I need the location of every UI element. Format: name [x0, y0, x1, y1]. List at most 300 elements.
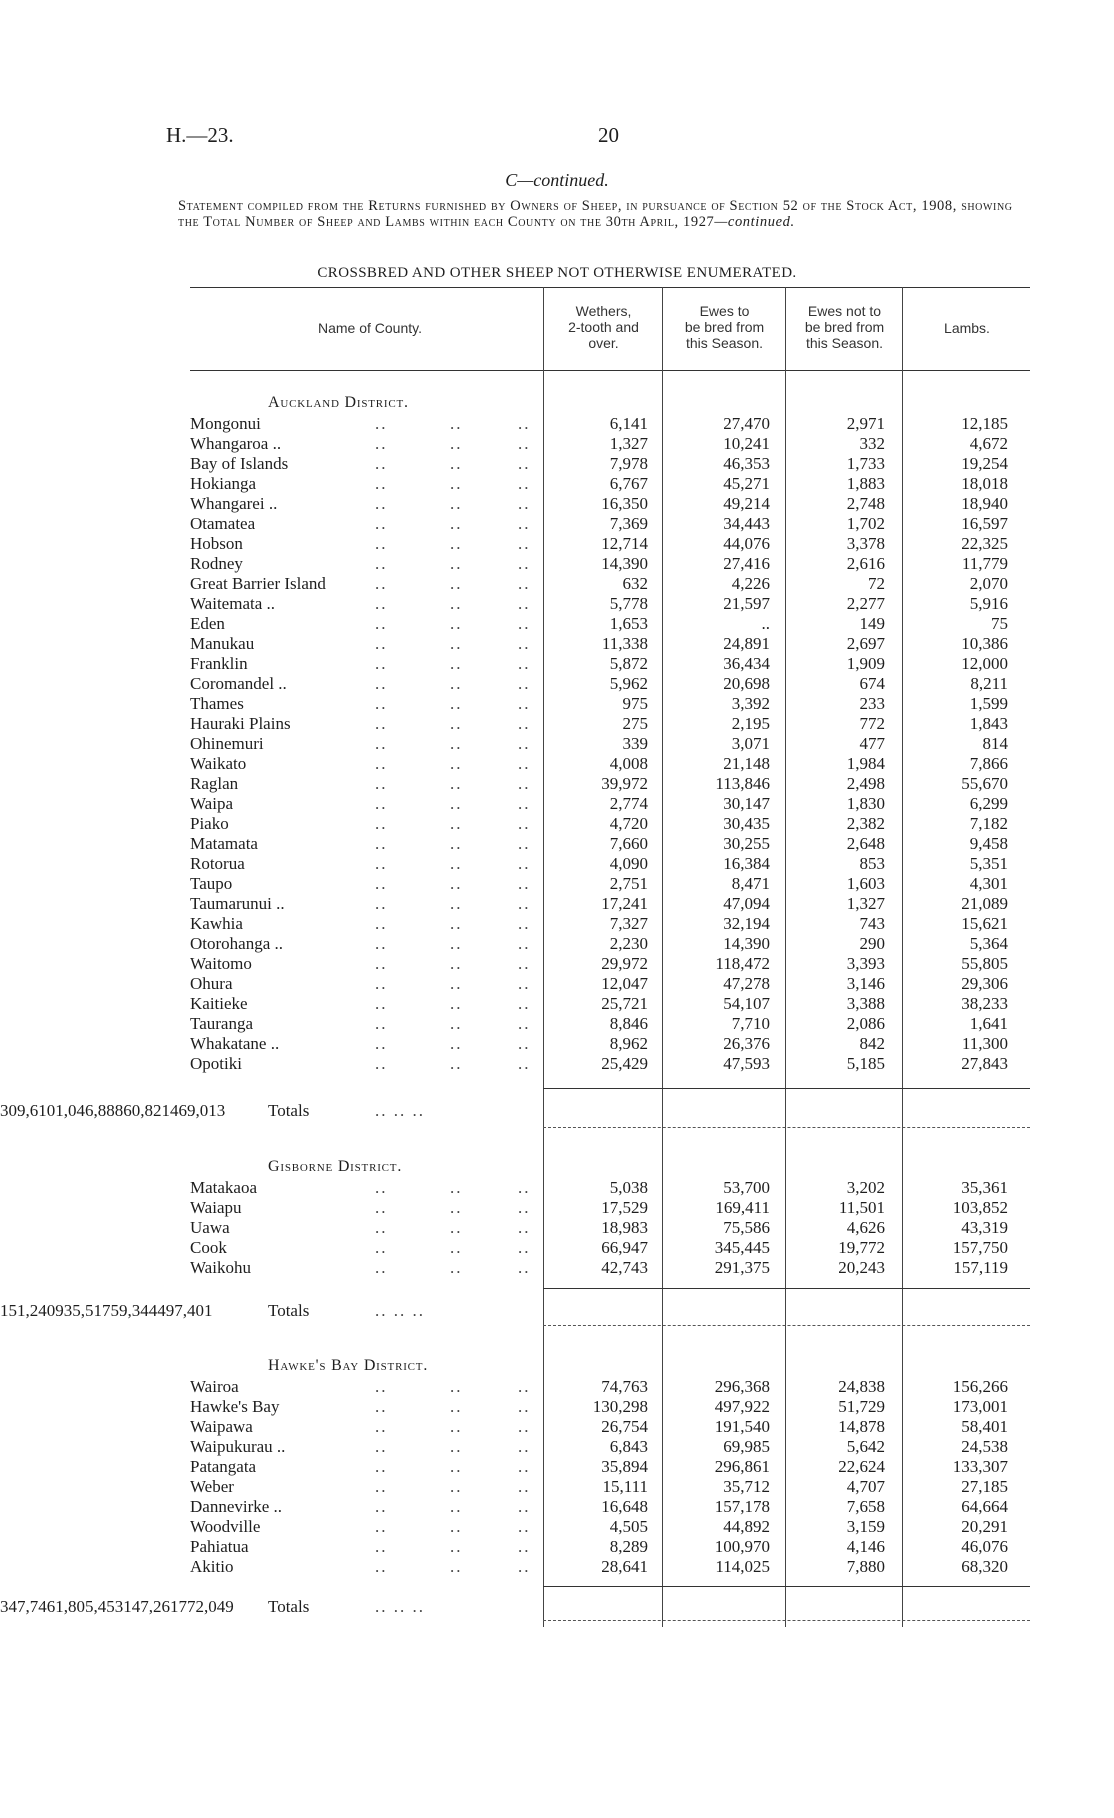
cell-value: 11,338 [601, 634, 648, 653]
county-name: Kaitieke [190, 994, 248, 1013]
totals-value: 935,517 [55, 1301, 111, 1320]
county-name: Whangarei .. [190, 494, 278, 513]
cell-value: 17,241 [601, 894, 648, 913]
cell-value: 27,185 [961, 1477, 1008, 1496]
cell-value: 1,909 [846, 654, 885, 673]
cell-value: 46,076 [961, 1537, 1008, 1556]
cell-value: 157,750 [952, 1238, 1008, 1257]
cell-value: 35,712 [723, 1477, 770, 1496]
cell-value: 7,182 [969, 814, 1008, 833]
county-name: Great Barrier Island [190, 574, 326, 593]
county-name: Hobson [190, 534, 243, 553]
cell-value: 103,852 [952, 1198, 1008, 1217]
table-top-rule [190, 287, 1030, 288]
cell-value: 6,299 [969, 794, 1008, 813]
county-name: Raglan [190, 774, 239, 793]
cell-value: 7,710 [731, 1014, 770, 1033]
cell-value: 169,411 [715, 1198, 770, 1217]
table-row: Waitemata .. .. .. .. 5,778 21,597 2,277 5,916 [190, 594, 1008, 613]
cell-value: 2,230 [609, 934, 648, 953]
cell-value: 47,094 [723, 894, 770, 913]
totals-value: 151,240 [0, 1301, 56, 1320]
county-name: Woodville [190, 1517, 261, 1536]
leader-dots: .. .. .. [375, 1301, 425, 1320]
cell-value: 1,843 [969, 714, 1008, 733]
cell-value: 290 [859, 934, 885, 953]
cell-value: 291,375 [714, 1258, 770, 1277]
cell-value: 7,327 [609, 914, 648, 933]
cell-value: 16,648 [601, 1497, 648, 1516]
table-row: Matakaoa .. .. .. 5,038 53,700 3,202 35,361 [190, 1178, 1008, 1197]
cell-value: .. [761, 614, 770, 633]
cell-value: 66,947 [601, 1238, 648, 1257]
cell-value: 4,505 [609, 1517, 648, 1536]
cell-value: 19,772 [838, 1238, 885, 1257]
cell-value: 2,070 [969, 574, 1008, 593]
table-row: Hauraki Plains .. .. .. 275 2,195 772 1,843 [190, 714, 1008, 733]
county-name: Piako [190, 814, 229, 833]
cell-value: 2,697 [846, 634, 885, 653]
cell-value: 75 [991, 614, 1008, 633]
cell-value: 4,626 [846, 1218, 885, 1237]
cell-value: 69,985 [723, 1437, 770, 1456]
cell-value: 339 [622, 734, 648, 753]
county-name: Matakaoa [190, 1178, 258, 1197]
cell-value: 75,586 [723, 1218, 770, 1237]
cell-value: 16,597 [961, 514, 1008, 533]
cell-value: 3,392 [731, 694, 770, 713]
cell-value: 14,390 [723, 934, 770, 953]
cell-value: 4,707 [846, 1477, 885, 1496]
table-row: Patangata .. .. .. 35,894 296,861 22,624 133,307 [190, 1457, 1008, 1476]
cell-value: 1,653 [609, 614, 648, 633]
cell-value: 345,445 [714, 1238, 770, 1257]
cell-value: 3,159 [846, 1517, 885, 1536]
table-row: Tauranga .. .. .. 8,846 7,710 2,086 1,641 [190, 1014, 1008, 1033]
header-bottom-rule [190, 370, 1030, 371]
page-number: 20 [598, 123, 619, 147]
header-wethers-line-1: Wethers, [575, 303, 632, 319]
county-name: Hawke's Bay [190, 1397, 280, 1416]
cell-value: 4,146 [846, 1537, 885, 1556]
cell-value: 2,086 [846, 1014, 885, 1033]
cell-value: 332 [859, 434, 885, 453]
table-row: Pahiatua .. .. .. 8,289 100,970 4,146 46,076 [190, 1537, 1008, 1556]
county-name: Waiapu [190, 1198, 242, 1217]
cell-value: 24,538 [961, 1437, 1008, 1456]
totals-value: 772,049 [178, 1597, 234, 1616]
table-row: Otorohanga .. .. .. .. 2,230 14,390 290 5,364 [190, 934, 1008, 953]
leader-dots: .. .. .. [375, 1101, 425, 1120]
cell-value: 8,846 [609, 1014, 648, 1033]
totals-rule [543, 1088, 1030, 1089]
cell-value: 4,090 [609, 854, 648, 873]
cell-value: 7,369 [609, 514, 648, 533]
header-ewes-not-line-1: Ewes not to [807, 303, 882, 319]
cell-value: 5,351 [969, 854, 1008, 873]
cell-value: 2,774 [609, 794, 648, 813]
header-lambs: Lambs. [944, 320, 990, 336]
cell-value: 2,748 [846, 494, 885, 513]
cell-value: 1,327 [846, 894, 885, 913]
table-row: Uawa .. .. .. 18,983 75,586 4,626 43,319 [190, 1218, 1008, 1237]
cell-value: 18,018 [961, 474, 1008, 493]
county-name: Waikohu [190, 1258, 251, 1277]
cell-value: 39,972 [601, 774, 648, 793]
document-reference: H.—23. [166, 123, 234, 147]
totals-value: 309,610 [0, 1101, 56, 1120]
table-row: Hokianga .. .. .. 6,767 45,271 1,883 18,018 [190, 474, 1008, 493]
totals-row [0, 1301, 1114, 1323]
cell-value: 173,001 [952, 1397, 1008, 1416]
cell-value: 149 [859, 614, 885, 633]
table-row: Akitio .. .. .. 28,641 114,025 7,880 68,320 [190, 1557, 1008, 1576]
cell-value: 10,241 [723, 434, 770, 453]
cell-value: 2,971 [846, 414, 885, 433]
county-name: Rodney [190, 554, 243, 573]
county-name: Ohinemuri [190, 734, 264, 753]
cell-value: 3,202 [846, 1178, 885, 1197]
cell-value: 772 [859, 714, 885, 733]
cell-value: 6,141 [609, 414, 648, 433]
table-row: Matamata .. .. .. 7,660 30,255 2,648 9,458 [190, 834, 1008, 853]
table-row: Kaitieke .. .. .. 25,721 54,107 3,388 38,233 [190, 994, 1008, 1013]
cell-value: 4,226 [731, 574, 770, 593]
county-name: Bay of Islands [190, 454, 289, 473]
county-name: Eden [190, 614, 225, 633]
header-ewes-not-line-3: this Season. [805, 335, 884, 351]
table-row: Hobson .. .. .. 12,714 44,076 3,378 22,325 [190, 534, 1008, 553]
totals-label: Totals [268, 1101, 310, 1120]
cell-value: 18,983 [601, 1218, 648, 1237]
cell-value: 18,940 [961, 494, 1008, 513]
cell-value: 47,593 [723, 1054, 770, 1073]
cell-value: 32,194 [723, 914, 770, 933]
county-name: Franklin [190, 654, 248, 673]
cell-value: 72 [868, 574, 885, 593]
county-name: Manukau [190, 634, 255, 653]
header-wethers-line-2: 2-tooth and [568, 319, 639, 335]
cell-value: 3,071 [731, 734, 770, 753]
cell-value: 743 [859, 914, 885, 933]
cell-value: 6,843 [609, 1437, 648, 1456]
cell-value: 1,641 [969, 1014, 1008, 1033]
cell-value: 2,382 [846, 814, 885, 833]
county-name: Wairoa [190, 1377, 239, 1396]
county-name: Waipukurau .. [190, 1437, 286, 1456]
cell-value: 1,702 [846, 514, 885, 533]
table-row: Waikato .. .. .. 4,008 21,148 1,984 7,866 [190, 754, 1008, 773]
cell-value: 497,922 [714, 1397, 770, 1416]
totals-value: 60,821 [123, 1101, 170, 1120]
statement-title [178, 198, 1038, 230]
cell-value: 12,185 [961, 414, 1008, 433]
table-row: Waipawa .. .. .. 26,754 191,540 14,878 58,401 [190, 1417, 1008, 1436]
table-row: Wairoa .. .. .. 74,763 296,368 24,838 156,266 [190, 1377, 1008, 1396]
county-name: Patangata [190, 1457, 257, 1476]
cell-value: 35,361 [961, 1178, 1008, 1197]
county-name: Taumarunui .. [190, 894, 285, 913]
table-row: Raglan .. .. .. 39,972 113,846 2,498 55,670 [190, 774, 1008, 793]
cell-value: 133,307 [952, 1457, 1008, 1476]
cell-value: 25,429 [601, 1054, 648, 1073]
county-name: Ohura [190, 974, 233, 993]
cell-value: 1,327 [609, 434, 648, 453]
cell-value: 296,368 [714, 1377, 770, 1396]
county-name: Coromandel .. [190, 674, 287, 693]
cell-value: 4,301 [969, 874, 1008, 893]
table-row: Waikohu .. .. .. 42,743 291,375 20,243 157,119 [190, 1258, 1008, 1277]
table-row: Taumarunui .. .. .. .. 17,241 47,094 1,327 21,089 [190, 894, 1008, 913]
cell-value: 5,778 [609, 594, 648, 613]
cell-value: 53,700 [723, 1178, 770, 1197]
cell-value: 44,892 [723, 1517, 770, 1536]
cell-value: 632 [622, 574, 648, 593]
cell-value: 814 [982, 734, 1008, 753]
totals-value: 59,344 [110, 1301, 158, 1320]
cell-value: 2,195 [731, 714, 770, 733]
cell-value: 21,148 [723, 754, 770, 773]
cell-value: 74,763 [601, 1377, 648, 1396]
cell-value: 296,861 [714, 1457, 770, 1476]
cell-value: 58,401 [961, 1417, 1008, 1436]
totals-value: 1,046,888 [55, 1101, 124, 1120]
county-name: Cook [190, 1238, 227, 1257]
cell-value: 36,434 [723, 654, 770, 673]
district-heading: Gisborne District. [268, 1158, 403, 1175]
table-subheading: CROSSBRED AND OTHER SHEEP NOT OTHERWISE ENUMERATED. [317, 265, 797, 281]
cell-value: 2,616 [846, 554, 885, 573]
totals-rule [543, 1586, 1030, 1587]
cell-value: 157,178 [714, 1497, 770, 1516]
cell-value: 275 [622, 714, 648, 733]
totals-label: Totals [268, 1301, 310, 1320]
county-name: Hauraki Plains [190, 714, 291, 733]
cell-value: 11,300 [961, 1034, 1008, 1053]
cell-value: 30,255 [723, 834, 770, 853]
table-row: Hawke's Bay .. .. .. 130,298 497,922 51,729 173,001 [190, 1397, 1008, 1416]
cell-value: 55,670 [961, 774, 1008, 793]
cell-value: 29,972 [601, 954, 648, 973]
cell-value: 7,658 [846, 1497, 885, 1516]
county-name: Matamata [190, 834, 258, 853]
table-row: Dannevirke .. .. .. .. 16,648 157,178 7,658 64,664 [190, 1497, 1008, 1516]
table-row: Whangaroa .. .. .. .. 1,327 10,241 332 4,672 [190, 434, 1008, 453]
statement-text: Statement compiled from the Returns furnished by Owners of Sheep, in pursuance of Section 52 of the Stock Act, 1908, showing the Total Number of Sheep and Lambs within each County on the 30th April, 1927 [178, 198, 1013, 230]
cell-value: 5,038 [609, 1178, 648, 1197]
cell-value: 4,720 [609, 814, 648, 833]
table-row: Whangarei .. .. .. .. 16,350 49,214 2,748 18,940 [190, 494, 1008, 513]
table-row: Taupo .. .. .. 2,751 8,471 1,603 4,301 [190, 874, 1008, 893]
cell-value: 1,883 [846, 474, 885, 493]
cell-value: 12,714 [601, 534, 648, 553]
cell-value: 55,805 [961, 954, 1008, 973]
cell-value: 5,962 [609, 674, 648, 693]
cell-value: 27,470 [723, 414, 770, 433]
table-row: Great Barrier Island .. .. .. 632 4,226 72 2,070 [190, 574, 1008, 593]
totals-value: 147,261 [123, 1597, 179, 1616]
cell-value: 29,306 [961, 974, 1008, 993]
table-row: Thames .. .. .. 975 3,392 233 1,599 [190, 694, 1008, 713]
cell-value: 8,211 [970, 674, 1008, 693]
cell-value: 44,076 [723, 534, 770, 553]
cell-value: 49,214 [723, 494, 770, 513]
header-wethers [545, 303, 662, 351]
cell-value: 34,443 [723, 514, 770, 533]
table-row: Whakatane .. .. .. .. 8,962 26,376 842 11,300 [190, 1034, 1008, 1053]
cell-value: 45,271 [723, 474, 770, 493]
county-name: Uawa [190, 1218, 230, 1237]
totals-value: 497,401 [157, 1301, 213, 1320]
cell-value: 10,386 [961, 634, 1008, 653]
cell-value: 1,603 [846, 874, 885, 893]
cell-value: 157,119 [953, 1258, 1008, 1277]
table-row: Weber .. .. .. 15,111 35,712 4,707 27,185 [190, 1477, 1008, 1496]
header-ewes-bred-line-3: this Season. [685, 335, 764, 351]
county-name: Tauranga [190, 1014, 253, 1033]
cell-value: 68,320 [961, 1557, 1008, 1576]
county-name: Opotiki [190, 1054, 242, 1073]
county-name: Waitomo [190, 954, 252, 973]
table-row: Eden .. .. .. 1,653 .. 149 75 [190, 614, 1008, 633]
cell-value: 20,698 [723, 674, 770, 693]
cell-value: 15,621 [961, 914, 1008, 933]
cell-value: 4,008 [609, 754, 648, 773]
cell-value: 21,597 [723, 594, 770, 613]
cell-value: 477 [859, 734, 885, 753]
cell-value: 7,880 [846, 1557, 885, 1576]
cell-value: 19,254 [961, 454, 1008, 473]
header-ewes-bred-line-2: be bred from [684, 319, 765, 335]
district-heading: Auckland District. [268, 394, 409, 411]
table-row: Rotorua .. .. .. 4,090 16,384 853 5,351 [190, 854, 1008, 873]
county-name: Whangaroa .. [190, 434, 282, 453]
district-heading: Hawke's Bay District. [268, 1357, 429, 1374]
cell-value: 5,872 [609, 654, 648, 673]
cell-value: 17,529 [601, 1198, 648, 1217]
cell-value: 11,501 [838, 1198, 885, 1217]
cell-value: 130,298 [592, 1397, 648, 1416]
cell-value: 46,353 [723, 454, 770, 473]
table-row: Manukau .. .. .. 11,338 24,891 2,697 10,386 [190, 634, 1008, 653]
cell-value: 5,916 [969, 594, 1008, 613]
cell-value: 1,599 [969, 694, 1008, 713]
cell-value: 9,458 [969, 834, 1008, 853]
cell-value: 20,243 [838, 1258, 885, 1277]
cell-value: 3,146 [846, 974, 885, 993]
cell-value: 118,472 [715, 954, 770, 973]
county-name: Otamatea [190, 514, 256, 533]
table-row: Franklin .. .. .. 5,872 36,434 1,909 12,000 [190, 654, 1008, 673]
section-end-rule [543, 1620, 1030, 1621]
cell-value: 16,384 [723, 854, 770, 873]
cell-value: 4,672 [969, 434, 1008, 453]
county-name: Rotorua [190, 854, 245, 873]
cell-value: 30,435 [723, 814, 770, 833]
county-name: Whakatane .. [190, 1034, 280, 1053]
cell-value: 27,843 [961, 1054, 1008, 1073]
cell-value: 64,664 [961, 1497, 1008, 1516]
cell-value: 2,751 [609, 874, 648, 893]
cell-value: 20,291 [961, 1517, 1008, 1536]
cell-value: 16,350 [601, 494, 648, 513]
county-name: Akitio [190, 1557, 234, 1576]
table-row: Waiapu .. .. .. 17,529 169,411 11,501 103,852 [190, 1198, 1008, 1217]
county-name: Waipawa [190, 1417, 253, 1436]
cell-value: 27,416 [723, 554, 770, 573]
cell-value: 22,624 [838, 1457, 885, 1476]
cell-value: 14,878 [838, 1417, 885, 1436]
county-name: Weber [190, 1477, 234, 1496]
cell-value: 114,025 [715, 1557, 770, 1576]
totals-value: 347,746 [0, 1597, 56, 1616]
table-row: Ohura .. .. .. 12,047 47,278 3,146 29,306 [190, 974, 1008, 993]
table-row: Woodville .. .. .. 4,505 44,892 3,159 20,291 [190, 1517, 1008, 1536]
cell-value: 3,378 [846, 534, 885, 553]
county-name: Hokianga [190, 474, 257, 493]
cell-value: 975 [622, 694, 648, 713]
totals-label: Totals [268, 1597, 310, 1616]
cell-value: 12,000 [961, 654, 1008, 673]
totals-rule [543, 1288, 1030, 1289]
cell-value: 2,498 [846, 774, 885, 793]
cell-value: 47,278 [723, 974, 770, 993]
cell-value: 100,970 [714, 1537, 770, 1556]
county-name: Waitemata .. [190, 594, 276, 613]
header-wethers-line-3: over. [588, 335, 619, 351]
header-ewes-bred-line-1: Ewes to [699, 303, 750, 319]
cell-value: 853 [859, 854, 885, 873]
cell-value: 1,830 [846, 794, 885, 813]
table-row: Kawhia .. .. .. 7,327 32,194 743 15,621 [190, 914, 1008, 933]
table-row: Waipa .. .. .. 2,774 30,147 1,830 6,299 [190, 794, 1008, 813]
cell-value: 2,277 [846, 594, 885, 613]
county-name: Kawhia [190, 914, 243, 933]
cell-value: 674 [859, 674, 885, 693]
cell-value: 43,319 [961, 1218, 1008, 1237]
table-row: Opotiki .. .. .. 25,429 47,593 5,185 27,843 [190, 1054, 1008, 1073]
cell-value: 5,364 [969, 934, 1008, 953]
cell-value: 1,984 [846, 754, 885, 773]
header-ewes-not-to-be-bred [787, 303, 902, 351]
cell-value: 2,648 [846, 834, 885, 853]
totals-row [0, 1597, 1114, 1619]
cell-value: 14,390 [601, 554, 648, 573]
cell-value: 233 [859, 694, 885, 713]
cell-value: 30,147 [723, 794, 770, 813]
table-row: Piako .. .. .. 4,720 30,435 2,382 7,182 [190, 814, 1008, 833]
statement-continued: —continued. [714, 214, 795, 230]
table-row: Ohinemuri .. .. .. 339 3,071 477 814 [190, 734, 1008, 753]
table-row: Cook .. .. .. 66,947 345,445 19,772 157,750 [190, 1238, 1008, 1257]
cell-value: 1,733 [846, 454, 885, 473]
header-ewes-not-line-2: be bred from [804, 319, 885, 335]
cell-value: 8,289 [609, 1537, 648, 1556]
cell-value: 35,894 [601, 1457, 648, 1476]
county-name: Thames [190, 694, 244, 713]
cell-value: 191,540 [714, 1417, 770, 1436]
cell-value: 51,729 [838, 1397, 885, 1416]
cell-value: 156,266 [952, 1377, 1008, 1396]
cell-value: 38,233 [961, 994, 1008, 1013]
cell-value: 113,846 [715, 774, 770, 793]
county-name: Taupo [190, 874, 233, 893]
cell-value: 24,891 [723, 634, 770, 653]
cell-value: 25,721 [601, 994, 648, 1013]
header-ewes-to-be-bred [664, 303, 785, 351]
cell-value: 5,185 [846, 1054, 885, 1073]
cell-value: 28,641 [601, 1557, 648, 1576]
